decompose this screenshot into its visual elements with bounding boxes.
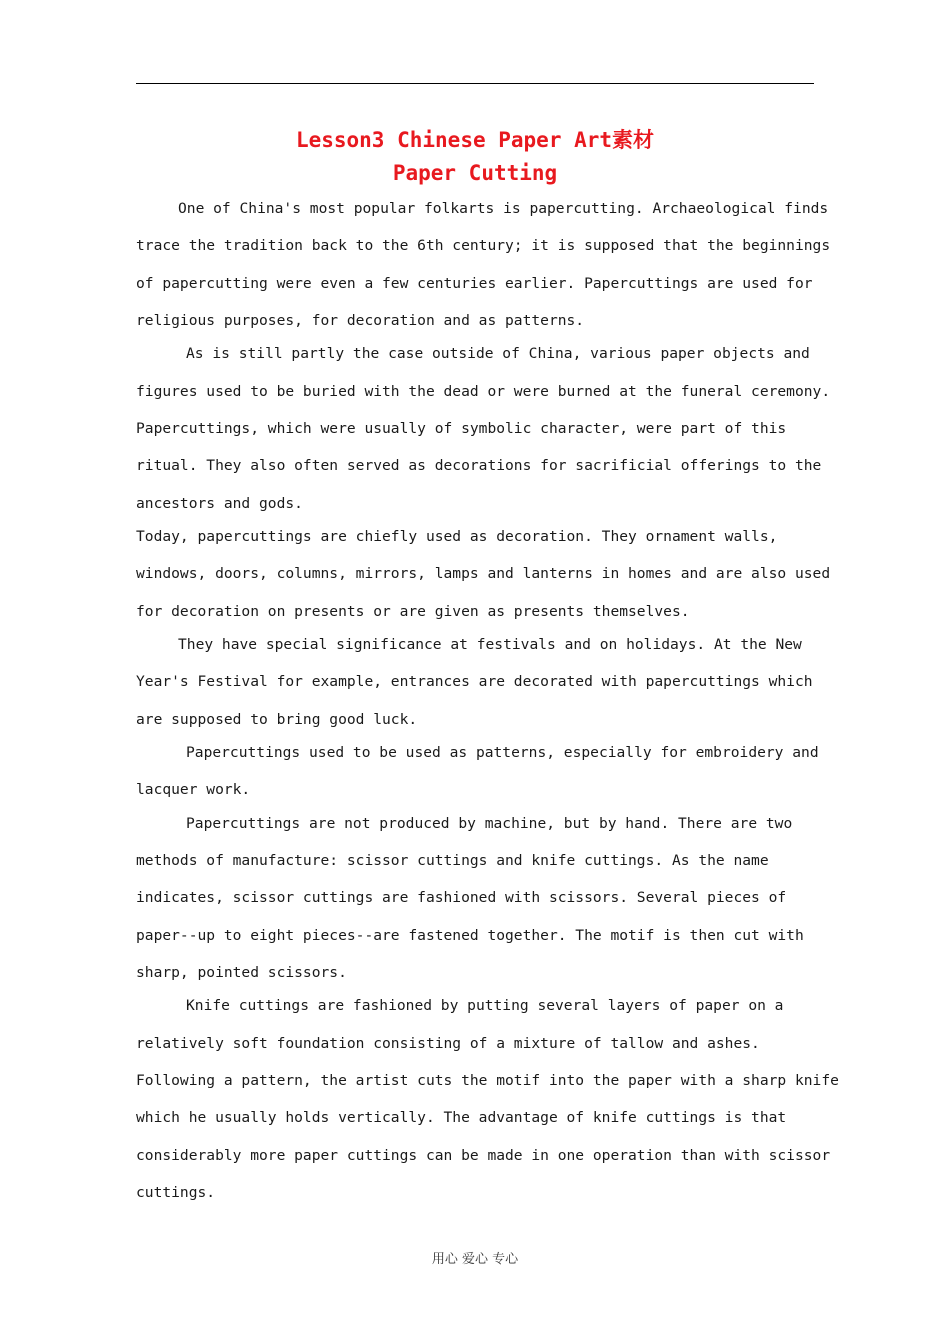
text-line: Papercuttings are not produced by machine, but by hand. There are two xyxy=(186,815,793,832)
text-line: lacquer work. xyxy=(136,781,251,798)
text-line: methods of manufacture: scissor cuttings and knife cuttings. As the name xyxy=(136,852,769,869)
text-line: One of China's most popular folkarts is papercutting. Archaeological finds xyxy=(178,200,829,217)
text-line: relatively soft foundation consisting of a mixture of tallow and ashes. xyxy=(136,1035,760,1052)
text-line: ritual. They also often served as decorations for sacrificial offerings to the xyxy=(136,457,822,474)
text-line: religious purposes, for decoration and as patterns. xyxy=(136,312,585,329)
text-line: which he usually holds vertically. The advantage of knife cuttings is that xyxy=(136,1109,787,1126)
text-line: Papercuttings used to be used as patterns, especially for embroidery and xyxy=(186,744,819,761)
text-line: windows, doors, columns, mirrors, lamps and lanterns in homes and are also used xyxy=(136,565,831,582)
text-line: cuttings. xyxy=(136,1184,216,1201)
text-line: Today, papercuttings are chiefly used as decoration. They ornament walls, xyxy=(136,528,778,545)
text-line: trace the tradition back to the 6th century; it is supposed that the beginnings xyxy=(136,237,831,254)
text-line: of papercutting were even a few centuries earlier. Papercuttings are used for xyxy=(136,275,813,292)
text-line: figures used to be buried with the dead or were burned at the funeral ceremony. xyxy=(136,383,831,400)
text-line: paper--up to eight pieces--are fastened together. The motif is then cut with xyxy=(136,927,804,944)
text-line: Following a pattern, the artist cuts the motif into the paper with a sharp knife xyxy=(136,1072,839,1089)
page-footer: 用心 爱心 专心 xyxy=(431,1252,519,1267)
text-line: Year's Festival for example, entrances are decorated with papercuttings which xyxy=(136,673,813,690)
document-subtitle: Paper Cutting xyxy=(392,161,558,185)
text-line: Knife cuttings are fashioned by putting several layers of paper on a xyxy=(186,997,784,1014)
header-rule xyxy=(136,83,814,84)
text-line: They have special significance at festivals and on holidays. At the New xyxy=(178,636,802,653)
text-line: ancestors and gods. xyxy=(136,495,303,512)
text-line: sharp, pointed scissors. xyxy=(136,964,347,981)
text-line: for decoration on presents or are given as presents themselves. xyxy=(136,603,690,620)
text-line: indicates, scissor cuttings are fashioned with scissors. Several pieces of xyxy=(136,889,787,906)
text-line: considerably more paper cuttings can be made in one operation than with scissor xyxy=(136,1147,831,1164)
text-line: are supposed to bring good luck. xyxy=(136,711,418,728)
text-line: Papercuttings, which were usually of symbolic character, were part of this xyxy=(136,420,787,437)
text-line: As is still partly the case outside of China, various paper objects and xyxy=(186,345,810,362)
document-title: Lesson3 Chinese Paper Art素材 xyxy=(295,128,655,152)
